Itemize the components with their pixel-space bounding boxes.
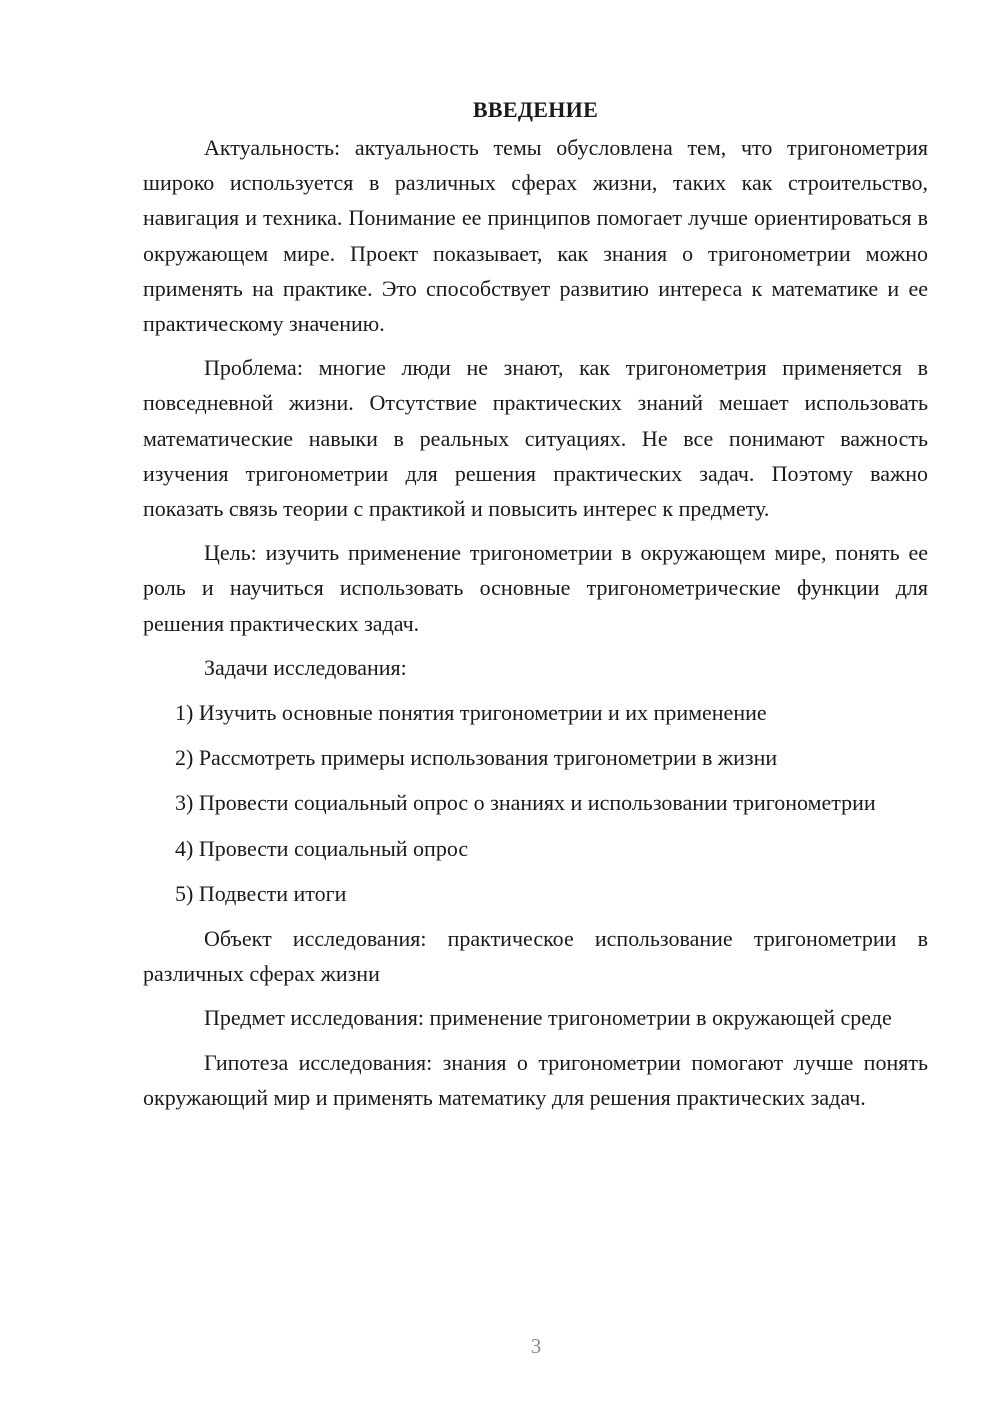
page-number: 3 bbox=[530, 1334, 542, 1358]
document-page bbox=[143, 94, 928, 1124]
object-paragraph: Объект исследования: практическое использование тригонометрии в различных сферах жизни bbox=[143, 926, 928, 987]
tasks-heading: Задачи исследования: bbox=[204, 654, 407, 680]
goal-paragraph: Цель: изучить применение тригонометрии в окружающем мире, понять ее роль и научиться использовать основные тригонометрические функции для решения практических задач. bbox=[143, 540, 928, 636]
subject-paragraph: Предмет исследования: применение тригонометрии в окружающей среде bbox=[204, 1005, 892, 1031]
list-item: 1) Изучить основные понятия тригонометрии и их применение bbox=[175, 700, 767, 726]
hypothesis-paragraph: Гипотеза исследования: знания о тригонометрии помогают лучше понять окружающий мир и применять математику для решения практических задач. bbox=[143, 1049, 928, 1110]
list-item: 3) Провести социальный опрос о знаниях и использовании тригонометрии bbox=[175, 790, 876, 816]
list-item: 5) Подвести итоги bbox=[175, 880, 347, 906]
relevance-paragraph: Актуальность: актуальность темы обусловлена тем, что тригонометрия широко используется в различных сферах жизни, таких как строительство, навигация и техника. Понимание ее принципов помогает лучше ориентироваться в окружающем мире. Проект показывает, как знания о тригонометрии можно применять на практике. Это способствует развитию интереса к математике и ее практическому значению. bbox=[143, 135, 928, 337]
problem-paragraph: Проблема: многие люди не знают, как тригонометрия применяется в повседневной жизни. Отсутствие практических знаний мешает использовать математические навыки в реальных ситуациях. Не все понимают важность изучения тригонометрии для решения практических задач. Поэтому важно показать связь теории с практикой и повысить интерес к предмету. bbox=[143, 355, 928, 522]
page-title: ВВЕДЕНИЕ bbox=[472, 97, 599, 122]
list-item: 4) Провести социальный опрос bbox=[175, 835, 469, 861]
list-item: 2) Рассмотреть примеры использования тригонометрии в жизни bbox=[175, 745, 778, 771]
tasks-list bbox=[143, 695, 928, 911]
